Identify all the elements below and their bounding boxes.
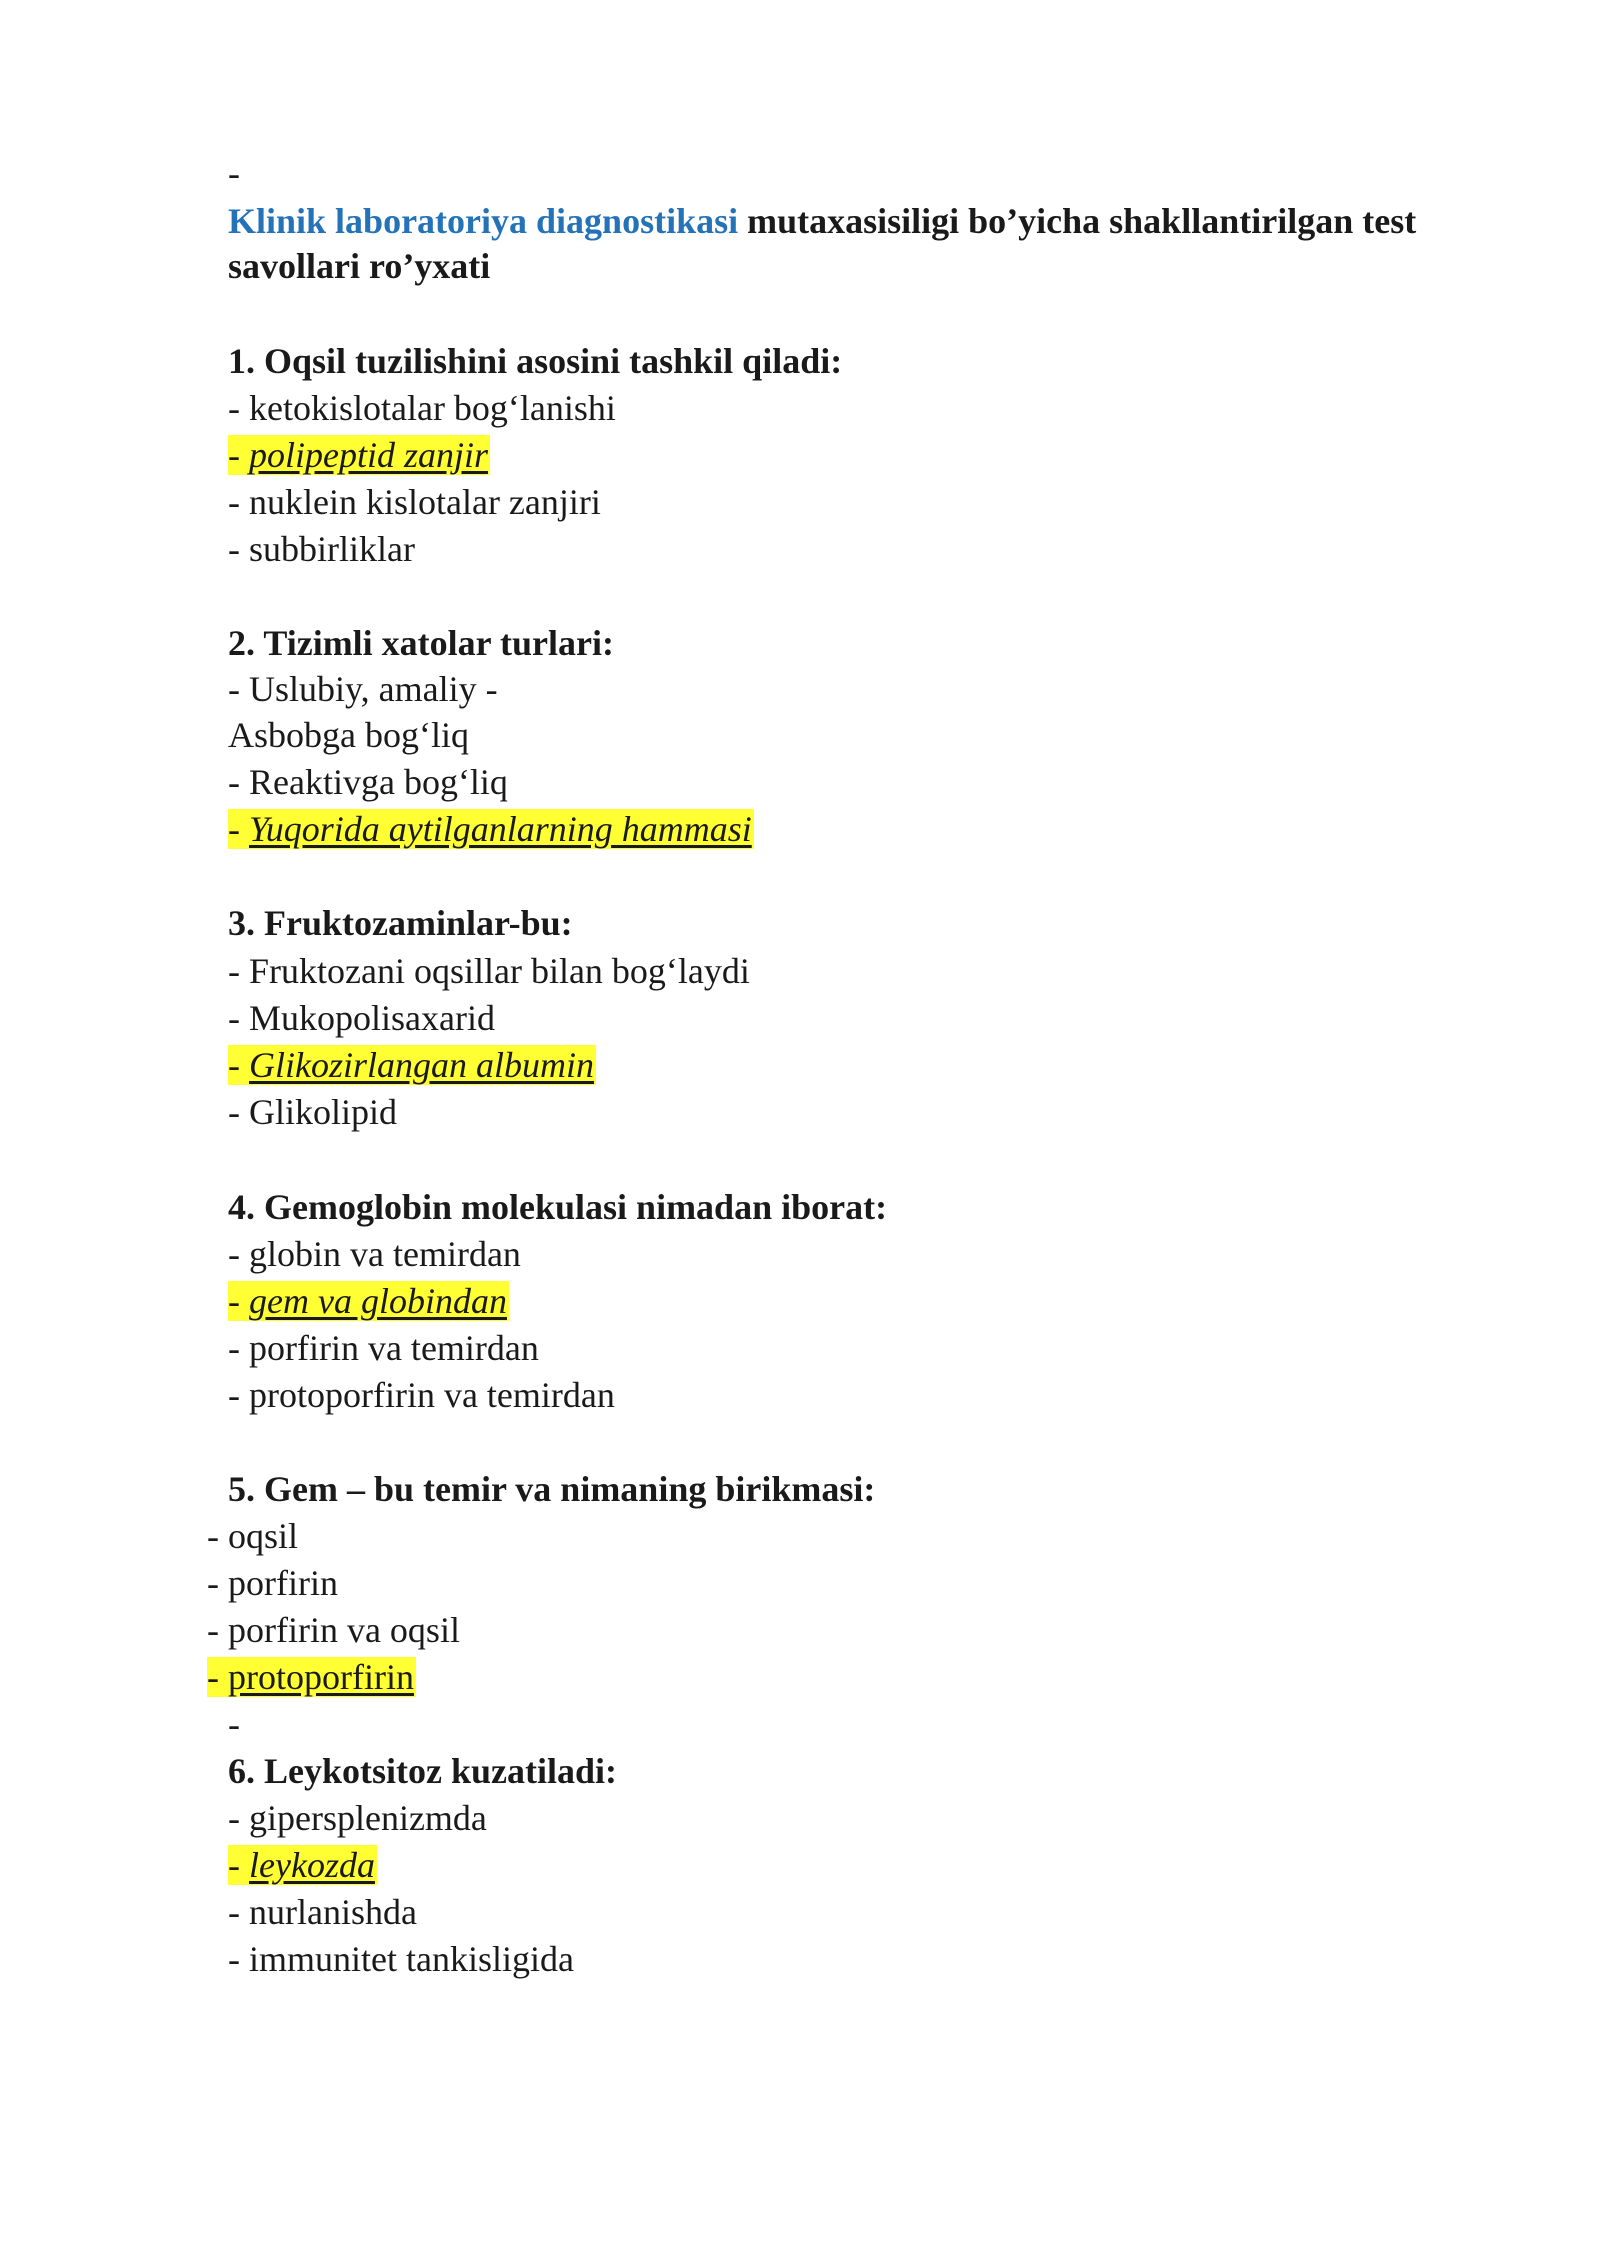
q6-option-1: - gipersplenizmda: [228, 1798, 487, 1838]
q5-option-3: - porfirin va oqsil: [207, 1610, 460, 1650]
q4-option-2-correct: [228, 1278, 509, 1324]
q2-option-4-correct: [228, 806, 754, 852]
q1-option-3: - nuklein kislotalar zanjiri: [228, 482, 601, 522]
top-dash: -: [228, 153, 240, 193]
q6-option-4: - immunitet tankisligida: [228, 1939, 574, 1979]
document-title: [228, 198, 1416, 244]
answer-highlight: - gem va globindan: [228, 1281, 507, 1321]
q4-option-1: - globin va temirdan: [228, 1234, 521, 1274]
q1-option-2-correct: [228, 432, 490, 478]
answer-highlight: - protoporfirin: [207, 1657, 414, 1697]
q3-option-4: - Glikolipid: [228, 1092, 397, 1132]
q5-option-4-correct: [207, 1654, 416, 1700]
title-rest: mutaxasisiligi bo’yicha shakllantirilgan test: [738, 201, 1417, 241]
q3-option-3-correct: [228, 1042, 596, 1088]
q6-option-2-correct: [228, 1842, 377, 1888]
separator-dash: -: [228, 1704, 240, 1744]
question-5: 5. Gem – bu temir va nimaning birikmasi:: [228, 1469, 876, 1509]
q2-option-2: Asbobga bog‘liq: [228, 715, 469, 755]
q1-option-1: - ketokislotalar bog‘lanishi: [228, 388, 616, 428]
answer-highlight: - Glikozirlangan albumin: [228, 1045, 595, 1085]
q3-option-1: - Fruktozani oqsillar bilan bog‘laydi: [228, 951, 750, 991]
q2-option-3: - Reaktivga bog‘liq: [228, 762, 508, 802]
title-highlighted-part: Klinik laboratoriya diagnostikasi: [228, 201, 739, 241]
answer-highlight: - Yuqorida aytilganlarning hammasi: [228, 809, 752, 849]
q2-option-1: - Uslubiy, amaliy -: [228, 669, 498, 709]
question-4: 4. Gemoglobin molekulasi nimadan iborat:: [228, 1187, 888, 1227]
answer-highlight: - polipeptid zanjir: [228, 435, 489, 475]
question-2: 2. Tizimli xatolar turlari:: [228, 623, 614, 663]
q4-option-3: - porfirin va temirdan: [228, 1328, 539, 1368]
document-title-line2: savollari ro’yxati: [228, 246, 491, 286]
question-1: 1. Oqsil tuzilishini asosini tashkil qiladi:: [228, 341, 843, 381]
q3-option-2: - Mukopolisaxarid: [228, 998, 495, 1038]
question-6: 6. Leykotsitoz kuzatiladi:: [228, 1751, 618, 1791]
q5-option-1: - oqsil: [207, 1516, 299, 1556]
q5-option-2: - porfirin: [207, 1563, 338, 1603]
q6-option-3: - nurlanishda: [228, 1892, 417, 1932]
q1-option-4: - subbirliklar: [228, 529, 415, 569]
question-3: 3. Fruktozaminlar-bu:: [228, 903, 573, 943]
answer-highlight: - leykozda: [228, 1845, 375, 1885]
q4-option-4: - protoporfirin va temirdan: [228, 1375, 615, 1415]
